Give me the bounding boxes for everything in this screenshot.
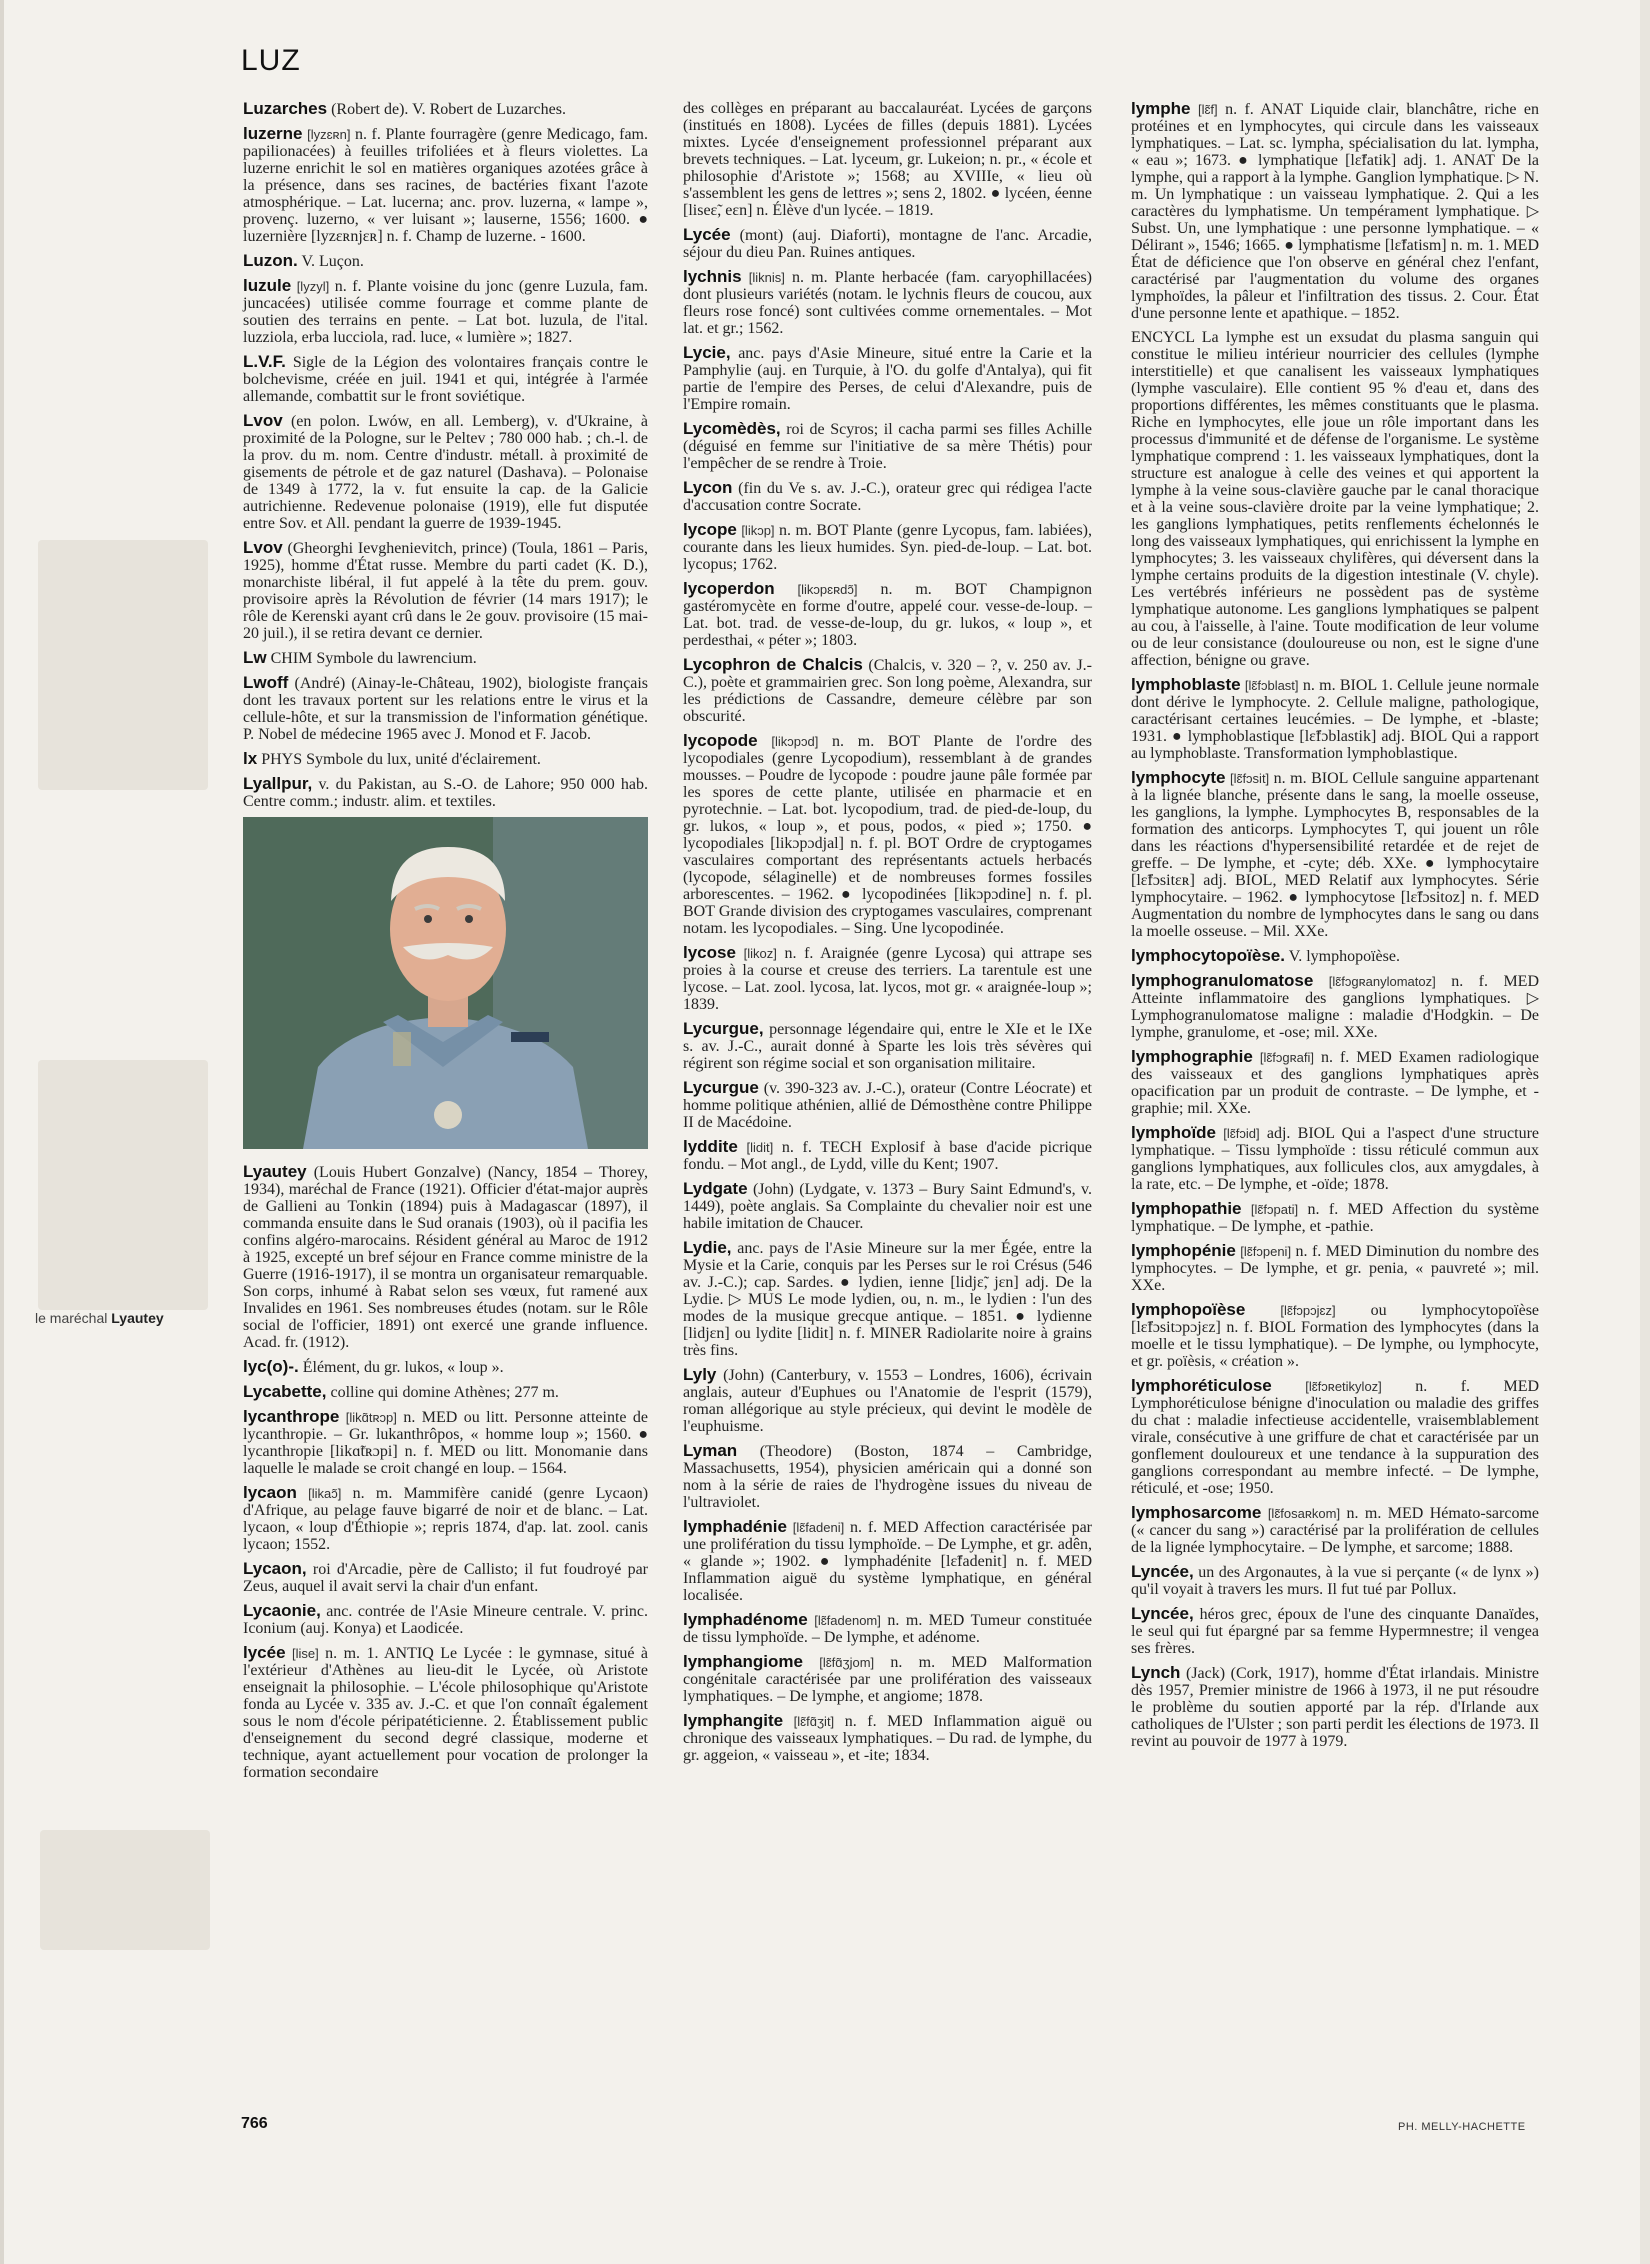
dictionary-entry bbox=[683, 479, 1092, 514]
entry-definition: n. f. MED Examen radiologique des vaisseaux et des ganglions lymphatiques après opacification par un produit de contraste. – De lymphe, et -graphie; mil. XXe. bbox=[1131, 1049, 1540, 1117]
entry-headword: lychnis bbox=[683, 267, 742, 286]
entry-headword: Lvov bbox=[243, 538, 283, 557]
entry-headword: Lycon bbox=[683, 478, 733, 497]
entry-phonetic: [lɛ̃fɔsit] bbox=[1229, 771, 1270, 786]
dictionary-entry bbox=[683, 268, 1092, 337]
entry-headword: Lyncée, bbox=[1131, 1604, 1194, 1623]
show-through-image-3 bbox=[40, 1830, 210, 1950]
entry-headword: Lycie, bbox=[683, 343, 731, 362]
entry-definition: ou lymphocytopoïèse [lɛ̃fɔsitɔpɔjɛz] n. f. BIOL Formation des lymphocytes (dans la moelle et le tissu lymphatique). – De lymphe, ou lymphocyte, et gr. poïèsis, « création ». bbox=[1131, 1302, 1540, 1370]
entry-headword: lycaon bbox=[243, 1483, 297, 1502]
dictionary-entry bbox=[243, 1358, 648, 1376]
dictionary-entry bbox=[683, 1611, 1092, 1646]
dictionary-entry bbox=[683, 580, 1092, 649]
entry-definition: Sigle de la Légion des volontaires français contre le bolchevisme, créée en juil. 1941 et qui, intégrée à l'armée allemande, combattit sur le front soviétique. bbox=[243, 354, 648, 405]
entry-headword: lymphoréticulose bbox=[1131, 1376, 1272, 1395]
entry-definition: n. m. BIOL Cellule sanguine appartenant à la lignée blanche, présente dans le sang, la moelle osseuse, les ganglions, la lymphe. Lymphocytes B, responsables de la formation des anticorps. Lymphocytes T, qui jouent un rôle dans les réactions d'hypersensibilité retardée et de rejet de greffe. – De lymphe, et -cyte; déb. XXe. ● lymphocytaire [lɛ̃fɔsitɛʀ] adj. BIOL, MED Relatif aux lymphocytes. Série lymphocytaire. – 1962. ● lymphocytose [lɛ̃fɔsitoz] n. f. MED Augmentation du nombre de lymphocytes dans le sang ou dans la moelle osseuse. – Mil. XXe. bbox=[1131, 770, 1540, 940]
entry-definition: (André) (Ainay-le-Château, 1902), biologiste français dont les travaux portent sur les relations entre le virus et la cellule-hôte, et sur la transmission de l'information génétique. P. Nobel de médecine 1965 avec J. Monod et F. Jacob. bbox=[243, 675, 649, 743]
entry-definition: (v. 390-323 av. J.-C.), orateur (Contre Léocrate) et homme politique athénien, allié de Démosthène contre Philippe II de Macédoine. bbox=[683, 1080, 1092, 1131]
entry-definition: n. f. MED Lymphoréticulose bénigne d'inoculation ou maladie des griffes du chat : maladie infectieuse accidentelle, vraisemblablement virale, consécutive à une griffure de chat et caractérisée par un gonflement douloureux et une tendance à la suppuration des ganglions correspondant au membre infecté. – De lymphe, réticulé, et -ose; 1950. bbox=[1131, 1378, 1540, 1497]
entry-definition: n. m. BIOL 1. Cellule jeune normale dont dérive le lymphocyte. 2. Cellule maligne, pathologique, caractérisant certaines leucémies. – De lymphe, et -blaste; 1931. ● lymphoblastique [lɛ̃fɔblastik] adj. BIOL Qui a rapport au lymphoblaste. Transformation lymphoblastique. bbox=[1131, 677, 1540, 762]
dictionary-entry bbox=[683, 1653, 1092, 1705]
entry-phonetic: [lɛ̃fɔpeni] bbox=[1240, 1244, 1292, 1259]
dictionary-entry bbox=[1131, 676, 1539, 762]
entry-definition: n. f. MED Inflammation aiguë ou chronique des vaisseaux lymphatiques. – Du rad. de lymphe, du gr. aggeion, « vaisseau », et -ite; 1834. bbox=[683, 1713, 1093, 1764]
dictionary-entry bbox=[243, 353, 648, 405]
entry-headword: lymphogranulomatose bbox=[1131, 971, 1314, 990]
entry-headword: lymphocytopoïèse. bbox=[1131, 946, 1285, 965]
entry-definition: n. MED ou litt. Personne atteinte de lycanthropie. – Gr. lukanthrôpos, « homme loup »; 1560. ● lycanthropie [likɑ̃tʀɔpi] n. f. MED ou litt. Monomanie dans laquelle le malade se croit changé en loup. – 1564. bbox=[243, 1409, 649, 1477]
entry-headword: Lycée bbox=[683, 225, 731, 244]
dictionary-entry bbox=[683, 1442, 1092, 1511]
entry-definition: n. f. ANAT Liquide clair, blanchâtre, riche en protéines et en lymphocytes, qui circule dans les vaisseaux lymphatiques. – Lat. sc. lympha, spécialisation du lat. lympha, « eau »; 1673. ● lymphatique [lɛ̃fatik] adj. 1. ANAT De la lymphe, qui a rapport à la lymphe. Ganglion lymphatique. ▷ N. m. Un lymphatique : un vaisseau lymphatique. 2. Qui a les caractères du lymphatisme. Un tempérament lymphatique. ▷ Subst. Un, une lymphatique : une personne lymphatique. – « Délirant », 1546; 1665. ● lymphatisme [lɛ̃fatism] n. m. 1. MED État de déficience que l'on observe en général chez l'enfant, caractérisé par l'augmentation du volume des organes lymphoïdes, la pâleur et l'infiltration des tissus. 2. Cour. État d'une personne lente et apathique. – 1852. bbox=[1131, 101, 1540, 322]
entry-headword: Lyman bbox=[683, 1441, 738, 1460]
entry-definition: n. f. MED Affection du système lymphatique. – De lymphe, et -pathie. bbox=[1131, 1201, 1540, 1235]
dictionary-entry bbox=[243, 1560, 648, 1595]
entry-phonetic: [likɔpɔd] bbox=[771, 734, 819, 749]
entry-headword: lymphographie bbox=[1131, 1047, 1253, 1066]
dictionary-entry bbox=[1131, 1563, 1539, 1598]
caption-prefix: le maréchal bbox=[35, 1310, 108, 1326]
entry-definition: V. lymphopoïèse. bbox=[1288, 948, 1400, 965]
entry-headword: lycée bbox=[243, 1643, 286, 1662]
entry-definition: V. Luçon. bbox=[301, 253, 364, 270]
entry-definition: (Robert de). V. Robert de Luzarches. bbox=[331, 101, 566, 118]
dictionary-entry bbox=[683, 420, 1092, 472]
entry-definition: personnage légendaire qui, entre le XIe et le IXe s. av. J.-C., aurait donné à Sparte les lois très sévères qui régirent son régime social et son organisation militaire. bbox=[683, 1021, 1093, 1072]
entry-phonetic: [likoz] bbox=[743, 946, 777, 961]
dictionary-entry bbox=[683, 1712, 1092, 1764]
dictionary-entry bbox=[1131, 329, 1539, 669]
entry-definition: n. f. Araignée (genre Lycosa) qui attrape ses proies à la course et creuse des terriers. La tarentule est une lycose. – Lat. zool. lycosa, lat. lycos, mot gr. « araignée-loup »; 1839. bbox=[683, 945, 1093, 1013]
dictionary-entry bbox=[1131, 1242, 1539, 1294]
entry-definition: CHIM Symbole du lawrencium. bbox=[270, 650, 477, 667]
entry-definition: (John) (Canterbury, v. 1553 – Londres, 1606), écrivain anglais, auteur d'Euphues ou l'Anatomie de l'esprit (1579), roman allégorique au style précieux, qui devint le modèle de l'euphuisme. bbox=[683, 1367, 1093, 1435]
entry-headword: lymphoïde bbox=[1131, 1123, 1217, 1142]
entry-phonetic: [lɛ̃fosaʀkom] bbox=[1267, 1506, 1341, 1521]
caption-name: Lyautey bbox=[111, 1310, 164, 1326]
entry-phonetic: [lise] bbox=[291, 1646, 319, 1661]
entry-headword: Lycophron de Chalcis bbox=[683, 655, 863, 674]
entry-definition: (en polon. Lwów, en all. Lemberg), v. d'Ukraine, à proximité de la Pologne, sur le Peltev ; 780 000 hab. ; ch.-l. de la prov. du m. nom. Centre d'industr. métall. à proximité de gisements de pétrole et de gaz naturel (Dashava). – Polonaise de 1349 à 1772, la v. fut ensuite la cap. de la Galicie autrichienne. Redevenue polonaise (1919), elle fut disputée entre Sov. et All. pendant la guerre de 1939-1945. bbox=[243, 413, 649, 532]
dictionary-entry bbox=[683, 226, 1092, 261]
entry-definition: n. m. Mammifère canidé (genre Lycaon) d'Afrique, au pelage fauve bigarré de noir et de blanc. – Lat. lycaon, « loup d'Éthiopie »; repris 1874, d'ap. lat. zool. canis lycaon; 1552. bbox=[243, 1485, 649, 1553]
dictionary-entry bbox=[243, 1484, 648, 1553]
dictionary-entry bbox=[243, 1644, 648, 1781]
dictionary-entry bbox=[243, 1163, 648, 1351]
entry-definition: n. m. Plante herbacée (fam. caryophillacées) dont plusieurs variétés (notam. le lychnis fleurs de coucou, aux fleurs rose foncé) sont cultivées comme ornementales. – Mot lat. et gr.; 1562. bbox=[683, 269, 1092, 337]
entry-definition: n. f. TECH Explosif à base d'acide picrique fondu. – Mot angl., de Lydd, ville du Kent; 1907. bbox=[683, 1139, 1093, 1173]
entry-phonetic: [lɛ̃fadenom] bbox=[814, 1613, 881, 1628]
entry-phonetic: [likɔp] bbox=[741, 523, 775, 538]
entry-headword: lycose bbox=[683, 943, 736, 962]
entry-definition: n. f. Plante fourragère (genre Medicago, fam. papilionacées) à feuilles trifoliées et à fleurs violettes. La luzerne enrichit le sol en matières organiques azotées grâce à la présence, dans ses racines, de bactéries fixant l'azote atmosphérique. – Lat. lucerna; anc. prov. luzerna, « lampe », provenç. luzerno, « ver luisant »; lauserne, 1556; 1600. ● luzernière [lyzɛʀnjɛʀ] n. f. Champ de luzerne. - 1600. bbox=[243, 126, 648, 245]
column-1 bbox=[243, 100, 648, 1788]
dictionary-entry bbox=[683, 1239, 1092, 1359]
dictionary-entry bbox=[243, 252, 648, 270]
entry-phonetic: [lɛ̃fɔʀetikyloz] bbox=[1305, 1379, 1382, 1394]
dictionary-entry bbox=[1131, 769, 1539, 940]
entry-phonetic: [lɛ̃fɑ̃ʒit] bbox=[793, 1714, 835, 1729]
entry-phonetic: [lyzyl] bbox=[296, 279, 330, 294]
portrait-caption bbox=[35, 1310, 164, 1326]
dictionary-entry bbox=[243, 674, 648, 743]
dictionary-entry bbox=[1131, 1504, 1539, 1556]
entry-headword: luzule bbox=[243, 276, 292, 295]
show-through-image-2 bbox=[38, 1060, 208, 1310]
entry-headword: Lycurgue, bbox=[683, 1019, 764, 1038]
dictionary-entry bbox=[1131, 1200, 1539, 1235]
entry-phonetic: [lɛ̃fɔblast] bbox=[1244, 678, 1299, 693]
entry-definition: n. m. BOT Champignon gastéromycète en forme d'outre, appelé cour. vesse-de-loup. – Lat. bot. trad. de vesse-de-loup, du gr. lukos, « loup », et perdesthai, « péter »; 1803. bbox=[683, 581, 1093, 649]
dictionary-entry bbox=[1131, 1664, 1539, 1750]
entry-headword: lycope bbox=[683, 520, 737, 539]
entry-headword: Lwoff bbox=[243, 673, 289, 692]
dictionary-entry bbox=[683, 344, 1092, 413]
dictionary-entry bbox=[683, 1079, 1092, 1131]
entry-definition: (Louis Hubert Gonzalve) (Nancy, 1854 – Thorey, 1934), maréchal de France (1921). Officier d'état-major auprès de Gallieni au Tonkin (1894) puis à Madagascar (1897), il commanda ensuite dans le Sud oranais (1903), où il pacifia les confins algéro-marocains. Résident général au Maroc de 1912 à 1925, excepté un bref séjour en France comme ministre de la Guerre (1916-1917), il se montra un organisateur remarquable. Son corps, inhumé à Rabat selon ses vœux, fut ramené aux Invalides en 1961. Ses nombreuses études (notam. sur le Rôle social de l'officier, 1891) ont exercé une grande influence. Acad. fr. (1912). bbox=[243, 1164, 648, 1351]
dictionary-entry bbox=[243, 750, 648, 768]
entry-definition: v. du Pakistan, au S.-O. de Lahore; 950 000 hab. Centre comm.; industr. alim. et textiles. bbox=[243, 776, 649, 810]
dictionary-entry bbox=[1131, 972, 1539, 1041]
dictionary-entry bbox=[683, 100, 1092, 219]
dictionary-entry bbox=[1131, 1605, 1539, 1657]
entry-headword: Lydie, bbox=[683, 1238, 732, 1257]
dictionary-entry bbox=[243, 649, 648, 667]
entry-definition: (John) (Lydgate, v. 1373 – Bury Saint Edmund's, v. 1449), poète anglais. Sa Complainte du chevalier noir est une habile imitation de Chaucer. bbox=[683, 1181, 1093, 1232]
entry-definition: anc. contrée de l'Asie Mineure centrale. V. princ. Iconium (auj. Konya) et Laodicée. bbox=[243, 1603, 648, 1637]
dictionary-entry bbox=[1131, 1124, 1539, 1193]
dictionary-entry bbox=[243, 1408, 648, 1477]
entry-headword: Lynch bbox=[1131, 1663, 1181, 1682]
dictionary-entry bbox=[243, 775, 648, 810]
entry-definition: n. m. MED Hémato-sarcome (« cancer du sang ») caractérisé par la prolifération de cellules de la lignée lymphocytaire. – De lymphe, et sarcome; 1888. bbox=[1131, 1505, 1540, 1556]
entry-definition: n. m. 1. ANTIQ Le Lycée : le gymnase, situé à l'extérieur d'Athènes au lieu-dit le Lycée, où Aristote enseignait la philosophie. – L'école philosophique qu'Aristote fonda au Lycée v. 335 av. J.-C. et que l'on connaît également sous le nom d'école péripatéticienne. 2. Établissement public d'enseignement du second degré classique, moderne et technique, ayant actuellement pour vocation de prolonger la formation secondaire bbox=[243, 1645, 649, 1781]
entry-phonetic: [lɛ̃fɑ̃ʒjom] bbox=[819, 1655, 875, 1670]
entry-headword: Lycaonie, bbox=[243, 1601, 321, 1620]
entry-phonetic: [likaɔ̃] bbox=[308, 1486, 342, 1501]
dictionary-entry bbox=[243, 277, 648, 346]
entry-headword: Lvov bbox=[243, 411, 283, 430]
entry-headword: lycanthrope bbox=[243, 1407, 340, 1426]
show-through-image-1 bbox=[38, 540, 208, 790]
entry-definition: héros grec, époux de l'une des cinquante Danaïdes, le seul qui fut épargné par sa femme Hypermnestre; il vengea ses frères. bbox=[1131, 1606, 1540, 1657]
entry-definition: Élément, du gr. lukos, « loup ». bbox=[302, 1359, 504, 1376]
entry-headword: lymphangite bbox=[683, 1711, 784, 1730]
entry-phonetic: [lidit] bbox=[746, 1140, 774, 1155]
entry-headword: lymphopénie bbox=[1131, 1241, 1236, 1260]
entry-headword: lycoperdon bbox=[683, 579, 775, 598]
entry-headword: Lycaon, bbox=[243, 1559, 307, 1578]
dictionary-entry bbox=[1131, 1301, 1539, 1370]
running-head: LUZ bbox=[241, 44, 301, 77]
entry-headword: lymphoblaste bbox=[1131, 675, 1241, 694]
dictionary-entry bbox=[1131, 947, 1539, 965]
entry-definition: (fin du Ve s. av. J.-C.), orateur grec qui rédigea l'acte d'accusation contre Socrate. bbox=[683, 480, 1093, 514]
entry-headword: Lydgate bbox=[683, 1179, 748, 1198]
entry-headword: lymphadénome bbox=[683, 1610, 808, 1629]
entry-headword: Lyncée, bbox=[1131, 1562, 1194, 1581]
entry-definition: n. m. BOT Plante (genre Lycopus, fam. labiées), courante dans les lieux humides. Syn. pied-de-loup. – Lat. bot. lycopus; 1762. bbox=[683, 522, 1092, 573]
portrait-illustration bbox=[243, 817, 648, 1149]
entry-definition: (Jack) (Cork, 1917), homme d'État irlandais. Ministre dès 1957, Premier ministre de 1966 à 1973, il ne put résoudre le problème du soutien apporté par la rép. d'Irlande aux catholiques de l'Ulster ; son parti perdit les élections de 1973. Il revint au pouvoir de 1977 à 1979. bbox=[1131, 1665, 1540, 1750]
entry-definition: n. f. MED Diminution du nombre des lymphocytes. – De lymphe, et gr. penia, « pauvreté »; mil. XXe. bbox=[1131, 1243, 1539, 1294]
entry-headword: lymphopathie bbox=[1131, 1199, 1242, 1218]
entry-headword: lyc(o)-. bbox=[243, 1357, 299, 1376]
entry-phonetic: [lɛ̃fɔid] bbox=[1223, 1126, 1260, 1141]
entry-definition: colline qui domine Athènes; 277 m. bbox=[330, 1384, 559, 1401]
entry-definition: PHYS Symbole du lux, unité d'éclairement. bbox=[261, 751, 541, 768]
entry-headword: lymphopoïèse bbox=[1131, 1300, 1246, 1319]
scan-right-edge bbox=[1640, 0, 1650, 2264]
dictionary-entry bbox=[243, 125, 648, 245]
dictionary-entry bbox=[683, 1180, 1092, 1232]
entry-headword: Lycomèdès, bbox=[683, 419, 781, 438]
entry-definition: (Theodore) (Boston, 1874 – Cambridge, Massachusetts, 1954), physicien américain qui a donné son nom à la série de raies de l'hydrogène issues du niveau de l'ultraviolet. bbox=[683, 1443, 1092, 1511]
entry-definition: un des Argonautes, à la vue si perçante (« de lynx ») qu'il voyait à travers les murs. Il fut tué par Pollux. bbox=[1131, 1564, 1540, 1598]
entry-definition: (Gheorghi Ievghenievitch, prince) (Toula, 1861 – Paris, 1925), homme d'État russe. Membre du parti cadet (K. D.), monarchiste libéral, il fut appelé à la tête du prem. gouv. provisoire après la Révolution de février (14 mars 1917); le rôle de Kerenski ayant crû dans le 2e gouv. provisoire (15 mai-20 juil.), il se retira devant ce dernier. bbox=[243, 540, 649, 642]
entry-headword: Lyallpur, bbox=[243, 774, 313, 793]
entry-headword: lyddite bbox=[683, 1137, 738, 1156]
dictionary-entry bbox=[243, 539, 648, 642]
entry-phonetic: [lɛ̃f] bbox=[1197, 102, 1218, 117]
entry-headword: lymphe bbox=[1131, 99, 1191, 118]
entry-phonetic: [lɛ̃fɔgʀafi] bbox=[1259, 1050, 1315, 1065]
column-2 bbox=[683, 100, 1092, 1771]
entry-definition: n. m. MED Malformation congénitale caractérisée par une prolifération des vaisseaux lymphatiques. – De lymphe, et angiome; 1878. bbox=[683, 1654, 1093, 1705]
dictionary-entry bbox=[683, 1020, 1092, 1072]
entry-phonetic: [liknis] bbox=[748, 270, 785, 285]
entry-definition: roi d'Arcadie, père de Callisto; il fut foudroyé par Zeus, auquel il avait servi la chair d'un enfant. bbox=[243, 1561, 648, 1595]
dictionary-entry bbox=[1131, 1377, 1539, 1497]
photo-credit: PH. MELLY-HACHETTE bbox=[1398, 2121, 1526, 2133]
dictionary-entry bbox=[683, 732, 1092, 937]
entry-definition: n. f. Plante voisine du jonc (genre Luzula, fam. juncacées) utilisée comme fourrage et comme plante de soutien des terrains en pente. – Lat bot. luzula, de l'ital. luzziola, erba lucciola, rad. luce, « lumière »; 1827. bbox=[243, 278, 649, 346]
entry-headword: Lycurgue bbox=[683, 1078, 759, 1097]
dictionary-entry bbox=[243, 412, 648, 532]
entry-definition: (Chalcis, v. 320 – ?, v. 250 av. J.-C.), poète et grammairien grec. Son long poème, Alexandra, sur les prédictions de Cassandre, demeure célèbre par son obscurité. bbox=[683, 657, 1093, 725]
dictionary-entry bbox=[243, 1383, 648, 1401]
dictionary-entry bbox=[683, 656, 1092, 725]
dictionary-entry bbox=[683, 521, 1092, 573]
entry-definition: anc. pays de l'Asie Mineure sur la mer Égée, entre la Mysie et la Carie, conquis par les Perses sur le roi Crésus (546 av. J.-C.); cap. Sardes. ● lydien, ienne [lidjɛ̃, jɛn] adj. De la Lydie. ▷ MUS Le mode lydien, ou, n. m., le lydien : l'un des modes de la musique grecque antique. – 1851. ● lydienne [lidjɛn] ou lydite [lidit] n. f. MINER Radiolarite noire à grains très fins. bbox=[683, 1240, 1093, 1359]
entry-headword: luzerne bbox=[243, 124, 303, 143]
page-number: 766 bbox=[241, 2115, 268, 2132]
entry-headword: lx bbox=[243, 749, 258, 768]
entry-phonetic: [lɛ̃fɔpɔjɛz] bbox=[1280, 1303, 1336, 1318]
entry-definition: ENCYCL La lymphe est un exsudat du plasma sanguin qui constitue le milieu intérieur nourricier des cellules (lymphe interstitielle) et que canalisent les vaisseaux lymphatiques (lymphe vasculaire). Elle contient 95 % d'eau et, dans des proportions différentes, les mêmes constituants que le plasma. Riche en lymphocytes, elle joue un rôle important dans les processus d'immunité et de défense de l'organisme. Le système lymphatique comprend : 1. les vaisseaux lymphatiques, dont la structure est analogue à celle des veines et qui apportent la lymphe à la veine sous-clavière gauche par le canal thoracique et à la veine sous-clavière droite par la veine lymphatique; 2. les ganglions lymphatiques, petits renflements échelonnés le long des vaisseaux lymphatiques, qui enrichissent la lymphe en lymphocytes; 3. les vaisseaux chylifères, qui déversent dans la lymphe certains produits de la digestion intestinale (V. chyle). Les vertébrés inférieurs ne possèdent pas de système lymphatique autonome. Les ganglions lymphatiques se palpent au cou, à l'aisselle, à l'aine. Toute modification de leur volume ou de leur consistance (douloureuse ou non, est le signe d'une affection, bénigne ou grave. bbox=[1131, 329, 1539, 669]
entry-headword: Lyly bbox=[683, 1365, 717, 1384]
entry-headword: Luzon. bbox=[243, 251, 298, 270]
entry-headword: Lyautey bbox=[243, 1162, 307, 1181]
entry-definition: n. m. BOT Plante de l'ordre des lycopodiales (genre Lycopodium), ressemblant à de grandes mousses. – Poudre de lycopode : poudre jaune pâle formée par les spores de cette plante, utilisée en pharmacie et en pyrotechnie. – Lat. bot. lycopodium, trad. de pied-de-loup, du gr. lukos, « loup », et pous, podos, « pied »; 1750. ● lycopodiales [likɔpɔdjal] n. f. pl. BOT Ordre de cryptogames vasculaires comportant des représentants actuels herbacés (lycopode, sélaginelle) et de nombreuses formes fossiles arborescentes. – 1962. ● lycopodinées [likɔpɔdine] n. f. pl. BOT Grande division des cryptogames vasculaires, comprenant notam. les lycopodiales. – Sing. Une lycopodinée. bbox=[683, 733, 1092, 937]
column-3 bbox=[1131, 100, 1539, 1757]
entry-definition: roi de Scyros; il cacha parmi ses filles Achille (déguisé en femme sur l'initiative de sa mère Thétis) pour l'empêcher de se rendre à Troie. bbox=[683, 421, 1093, 472]
entry-headword: lymphangiome bbox=[683, 1652, 803, 1671]
entry-phonetic: [lɛ̃fadeni] bbox=[792, 1520, 845, 1535]
dictionary-entry bbox=[243, 1602, 648, 1637]
entry-definition: des collèges en préparant au baccalauréat. Lycées de garçons (institués en 1808). Lycées de filles (depuis 1881). Lycées mixtes. Lycée d'enseignement professionnel préparant aux brevets techniques. – Lat. lyceum, gr. Lukeion; n. pr., « école et philosophie d'Aristote »; 1568; au XVIIIe, « lieu où s'assemblent les gens de lettres »; sens 2, 1802. ● lycéen, éenne [liseɛ̃, eɛn] n. Élève d'un lycée. – 1819. bbox=[683, 100, 1092, 219]
entry-headword: lymphosarcome bbox=[1131, 1503, 1262, 1522]
entry-headword: Luzarches bbox=[243, 99, 328, 118]
dictionary-entry bbox=[243, 100, 648, 118]
entry-headword: lycopode bbox=[683, 731, 758, 750]
dictionary-entry bbox=[683, 1138, 1092, 1173]
entry-definition: adj. BIOL Qui a l'aspect d'une structure lymphatique. – Tissu lymphoïde : tissu réticulé commun aux ganglions lymphatiques, aux follicules clos, aux amygdales, à la rate, etc. – De lymphe, et -oïde; 1878. bbox=[1131, 1125, 1540, 1193]
entry-phonetic: [lɛ̃fɔgʀanylomatoz] bbox=[1328, 974, 1436, 989]
dictionary-entry bbox=[1131, 1048, 1539, 1117]
dictionary-entry bbox=[683, 944, 1092, 1013]
dictionary-entry bbox=[683, 1518, 1092, 1604]
entry-phonetic: [lyzɛʀn] bbox=[307, 127, 351, 142]
dictionary-entry bbox=[1131, 100, 1539, 322]
entry-phonetic: [likɑ̃tʀɔp] bbox=[345, 1410, 397, 1425]
entry-headword: Lycabette, bbox=[243, 1382, 327, 1401]
entry-definition: n. f. MED Atteinte inflammatoire des ganglions lymphatiques. ▷ Lymphogranulomatose maligne : maladie d'Hodgkin. – De lymphe, granulome, et -ose; mil. XXe. bbox=[1131, 973, 1539, 1041]
entry-definition: n. m. MED Tumeur constituée de tissu lymphoïde. – De lymphe, et adénome. bbox=[683, 1612, 1093, 1646]
lyautey-portrait bbox=[243, 817, 648, 1149]
entry-definition: (mont) (auj. Diaforti), montagne de l'anc. Arcadie, séjour du dieu Pan. Ruines antiques. bbox=[683, 227, 1092, 261]
entry-headword: lymphocyte bbox=[1131, 768, 1226, 787]
entry-definition: anc. pays d'Asie Mineure, situé entre la Carie et la Pamphylie (auj. en Turquie, à l'O. du golfe d'Antalya), qui fit partie de l'empire des Perses, de celui d'Alexandre, puis de l'Empire romain. bbox=[683, 345, 1093, 413]
entry-phonetic: [likɔpɛʀdɔ̃] bbox=[797, 582, 858, 597]
entry-headword: lymphadénie bbox=[683, 1517, 787, 1536]
entry-headword: Lw bbox=[243, 648, 267, 667]
entry-definition: n. f. MED Affection caractérisée par une prolifération du tissu lymphoïde. – De Lymphe, et gr. adên, « glande »; 1902. ● lymphadénite [lɛ̃fadenit] n. f. MED Inflammation aiguë du système lymphatique, en général localisée. bbox=[683, 1519, 1093, 1604]
entry-headword: L.V.F. bbox=[243, 352, 286, 371]
scan-left-edge bbox=[0, 0, 4, 2264]
dictionary-entry bbox=[683, 1366, 1092, 1435]
entry-phonetic: [lɛ̃fɔpati] bbox=[1250, 1202, 1299, 1217]
